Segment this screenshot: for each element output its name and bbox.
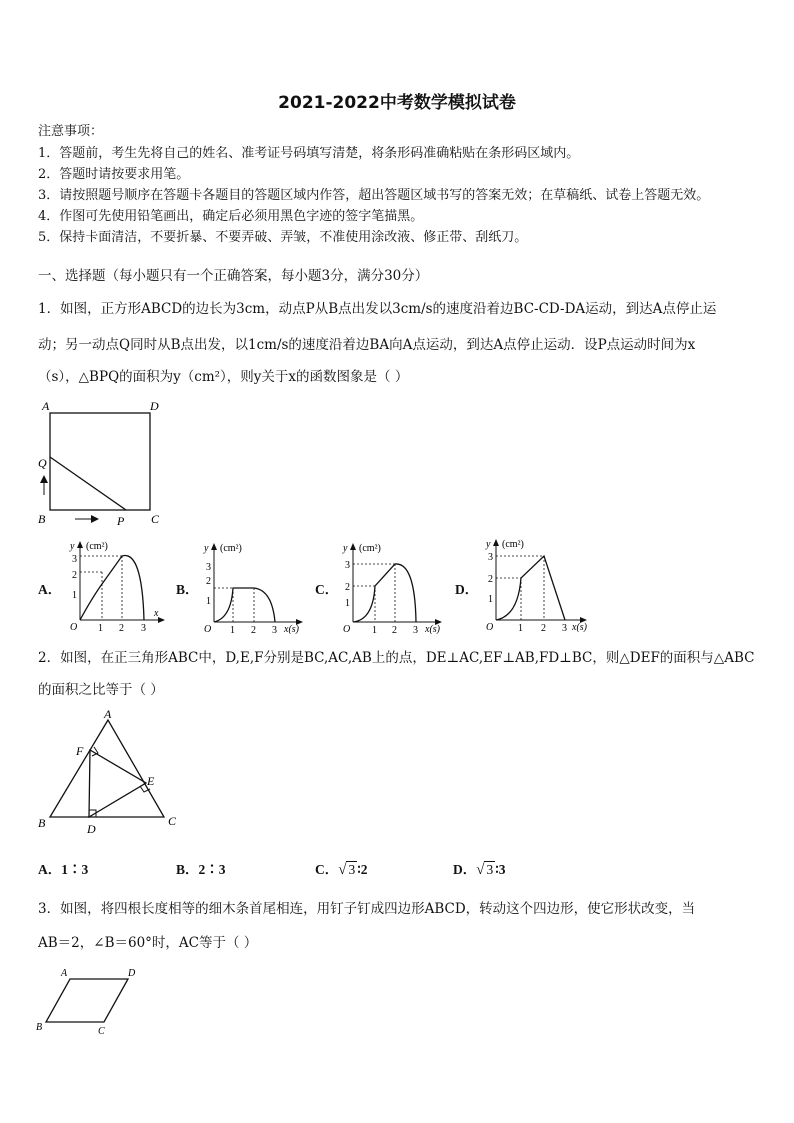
tick-x1: 1 xyxy=(372,625,377,634)
graph-origin: O xyxy=(343,624,351,634)
label-e: E xyxy=(147,774,155,788)
label-b: B xyxy=(36,1022,43,1033)
graph-unit: (cm²) xyxy=(502,539,524,550)
tick-x3: 3 xyxy=(562,623,567,632)
q2-option-d: D．√ 3 ∶3 xyxy=(453,862,506,878)
tick-y3: 3 xyxy=(72,554,77,565)
graph-unit: (cm²) xyxy=(220,543,242,554)
note-item: 3．请按照题号顺序在答题卡各题目的答题区域内作答，超出答题区域书写的答案无效；在草稿纸、试卷上答题无效。 xyxy=(38,188,710,203)
graph-x-label: x(s) xyxy=(284,624,299,634)
label-b: B xyxy=(38,816,46,830)
page-title: 2021-2022中考数学模拟试卷 xyxy=(278,93,516,113)
section-heading: 一、选择题（每小题只有一个正确答案，每小题3分，满分30分） xyxy=(38,268,429,284)
graph-x-label: x(s) xyxy=(572,622,587,632)
option-b-label: B． xyxy=(176,582,199,597)
q2-option-a: A．1∶3 xyxy=(38,862,89,877)
question-1-line-1: 1．如图，正方形ABCD的边长为3cm，动点P从B点出发以3cm/s的速度沿着边BC-CD-DA运动，到达A点停止运 xyxy=(38,301,717,317)
graph-origin: O xyxy=(486,622,494,632)
option-letter: C． xyxy=(315,862,339,877)
q2-option-c: C．√ 3 ∶2 xyxy=(315,862,368,878)
label-f: F xyxy=(76,744,84,758)
note-item: 2．答题时请按要求用笔。 xyxy=(38,167,190,182)
question-1-line-3: （s），△BPQ的面积为y（cm²），则y关于x的函数图象是（ ） xyxy=(38,369,409,385)
graph-x-label: x(s) xyxy=(425,624,440,634)
tick-y2: 2 xyxy=(488,574,493,585)
graph-y-label: y xyxy=(204,543,209,554)
tick-y2: 2 xyxy=(345,582,350,593)
note-item: 1．答题前，考生先将自己的姓名、准考证号码填写清楚，将条形码准确粘贴在条形码区域内。 xyxy=(38,146,580,161)
tick-y3: 3 xyxy=(345,560,350,571)
tick-x3: 3 xyxy=(272,625,277,634)
tick-x2: 2 xyxy=(119,623,124,632)
triangle-figure xyxy=(30,705,190,840)
tick-y2: 2 xyxy=(72,570,77,581)
option-letter: D． xyxy=(453,862,477,877)
tick-x1: 1 xyxy=(518,623,523,632)
note-item: 5．保持卡面清洁，不要折暴、不要弄破、弄皱，不准使用涂改液、修正带、刮纸刀。 xyxy=(38,230,528,245)
label-a: A xyxy=(61,968,68,979)
graph-unit: (cm²) xyxy=(86,541,108,552)
tick-y1: 1 xyxy=(488,594,493,605)
label-c: C xyxy=(98,1026,105,1037)
square-figure xyxy=(30,395,170,530)
label-b: B xyxy=(38,512,46,526)
graph-origin: O xyxy=(70,622,78,632)
ratio-tail: ∶3 xyxy=(495,862,506,877)
graph-y-label: y xyxy=(70,541,75,552)
notes-heading: 注意事项： xyxy=(38,124,104,139)
rhombus-figure xyxy=(30,962,140,1037)
tick-x3: 3 xyxy=(413,625,418,634)
option-d-label: D． xyxy=(455,582,479,597)
label-a: A xyxy=(42,399,50,413)
label-d: D xyxy=(87,822,96,836)
question-2-line-2: 的面积之比等于（ ） xyxy=(38,682,164,698)
label-d: D xyxy=(150,399,159,413)
radicand: 3 xyxy=(486,862,494,877)
label-a: A xyxy=(104,707,112,721)
label-c: C xyxy=(151,512,160,526)
option-a-label: A． xyxy=(38,582,62,597)
tick-x1: 1 xyxy=(230,625,235,634)
tick-y1: 1 xyxy=(72,590,77,601)
note-item: 4．作图可先使用铅笔画出，确定后必须用黑色字迹的签字笔描黑。 xyxy=(38,209,424,224)
label-d: D xyxy=(128,968,136,979)
graph-unit: (cm²) xyxy=(359,543,381,554)
graph-option-b xyxy=(196,538,311,634)
graph-y-label: y xyxy=(343,543,348,554)
tick-y2: 2 xyxy=(206,576,211,587)
label-c: C xyxy=(168,814,177,828)
graph-option-a xyxy=(62,536,172,632)
tick-x2: 2 xyxy=(541,623,546,632)
tick-y1: 1 xyxy=(345,598,350,609)
tick-x2: 2 xyxy=(251,625,256,634)
label-q: Q xyxy=(38,456,47,470)
tick-x1: 1 xyxy=(98,623,103,632)
tick-y1: 1 xyxy=(206,596,211,607)
graph-option-c xyxy=(335,538,450,634)
tick-y3: 3 xyxy=(488,552,493,563)
tick-x2: 2 xyxy=(392,625,397,634)
graph-y-label: y xyxy=(486,539,491,550)
question-3-line-1: 3．如图，将四根长度相等的细木条首尾相连，用钉子钉成四边形ABCD，转动这个四边形，使它形状改变，当 xyxy=(38,901,696,917)
option-c-label: C． xyxy=(315,582,339,597)
radicand: 3 xyxy=(348,862,356,877)
tick-x3: 3 xyxy=(141,623,146,632)
graph-option-d xyxy=(478,534,596,632)
graph-origin: O xyxy=(204,624,212,634)
graph-x-label: x xyxy=(154,608,159,619)
question-3-line-2: AB＝2，∠B＝60°时，AC等于（ ） xyxy=(38,935,258,951)
label-p: P xyxy=(117,514,125,528)
ratio-tail: ∶2 xyxy=(357,862,368,877)
q2-option-b: B．2∶3 xyxy=(176,862,226,877)
tick-y3: 3 xyxy=(206,562,211,573)
question-2-line-1: 2．如图，在正三角形ABC中，D,E,F分别是BC,AC,AB上的点，DE⊥AC,EF⊥AB,FD⊥BC，则△DEF的面积与△ABC xyxy=(38,650,755,666)
question-1-line-2: 动；另一动点Q同时从B点出发，以1cm/s的速度沿着边BA向A点运动，到达A点停止运动．设P点运动时间为x xyxy=(38,337,696,353)
